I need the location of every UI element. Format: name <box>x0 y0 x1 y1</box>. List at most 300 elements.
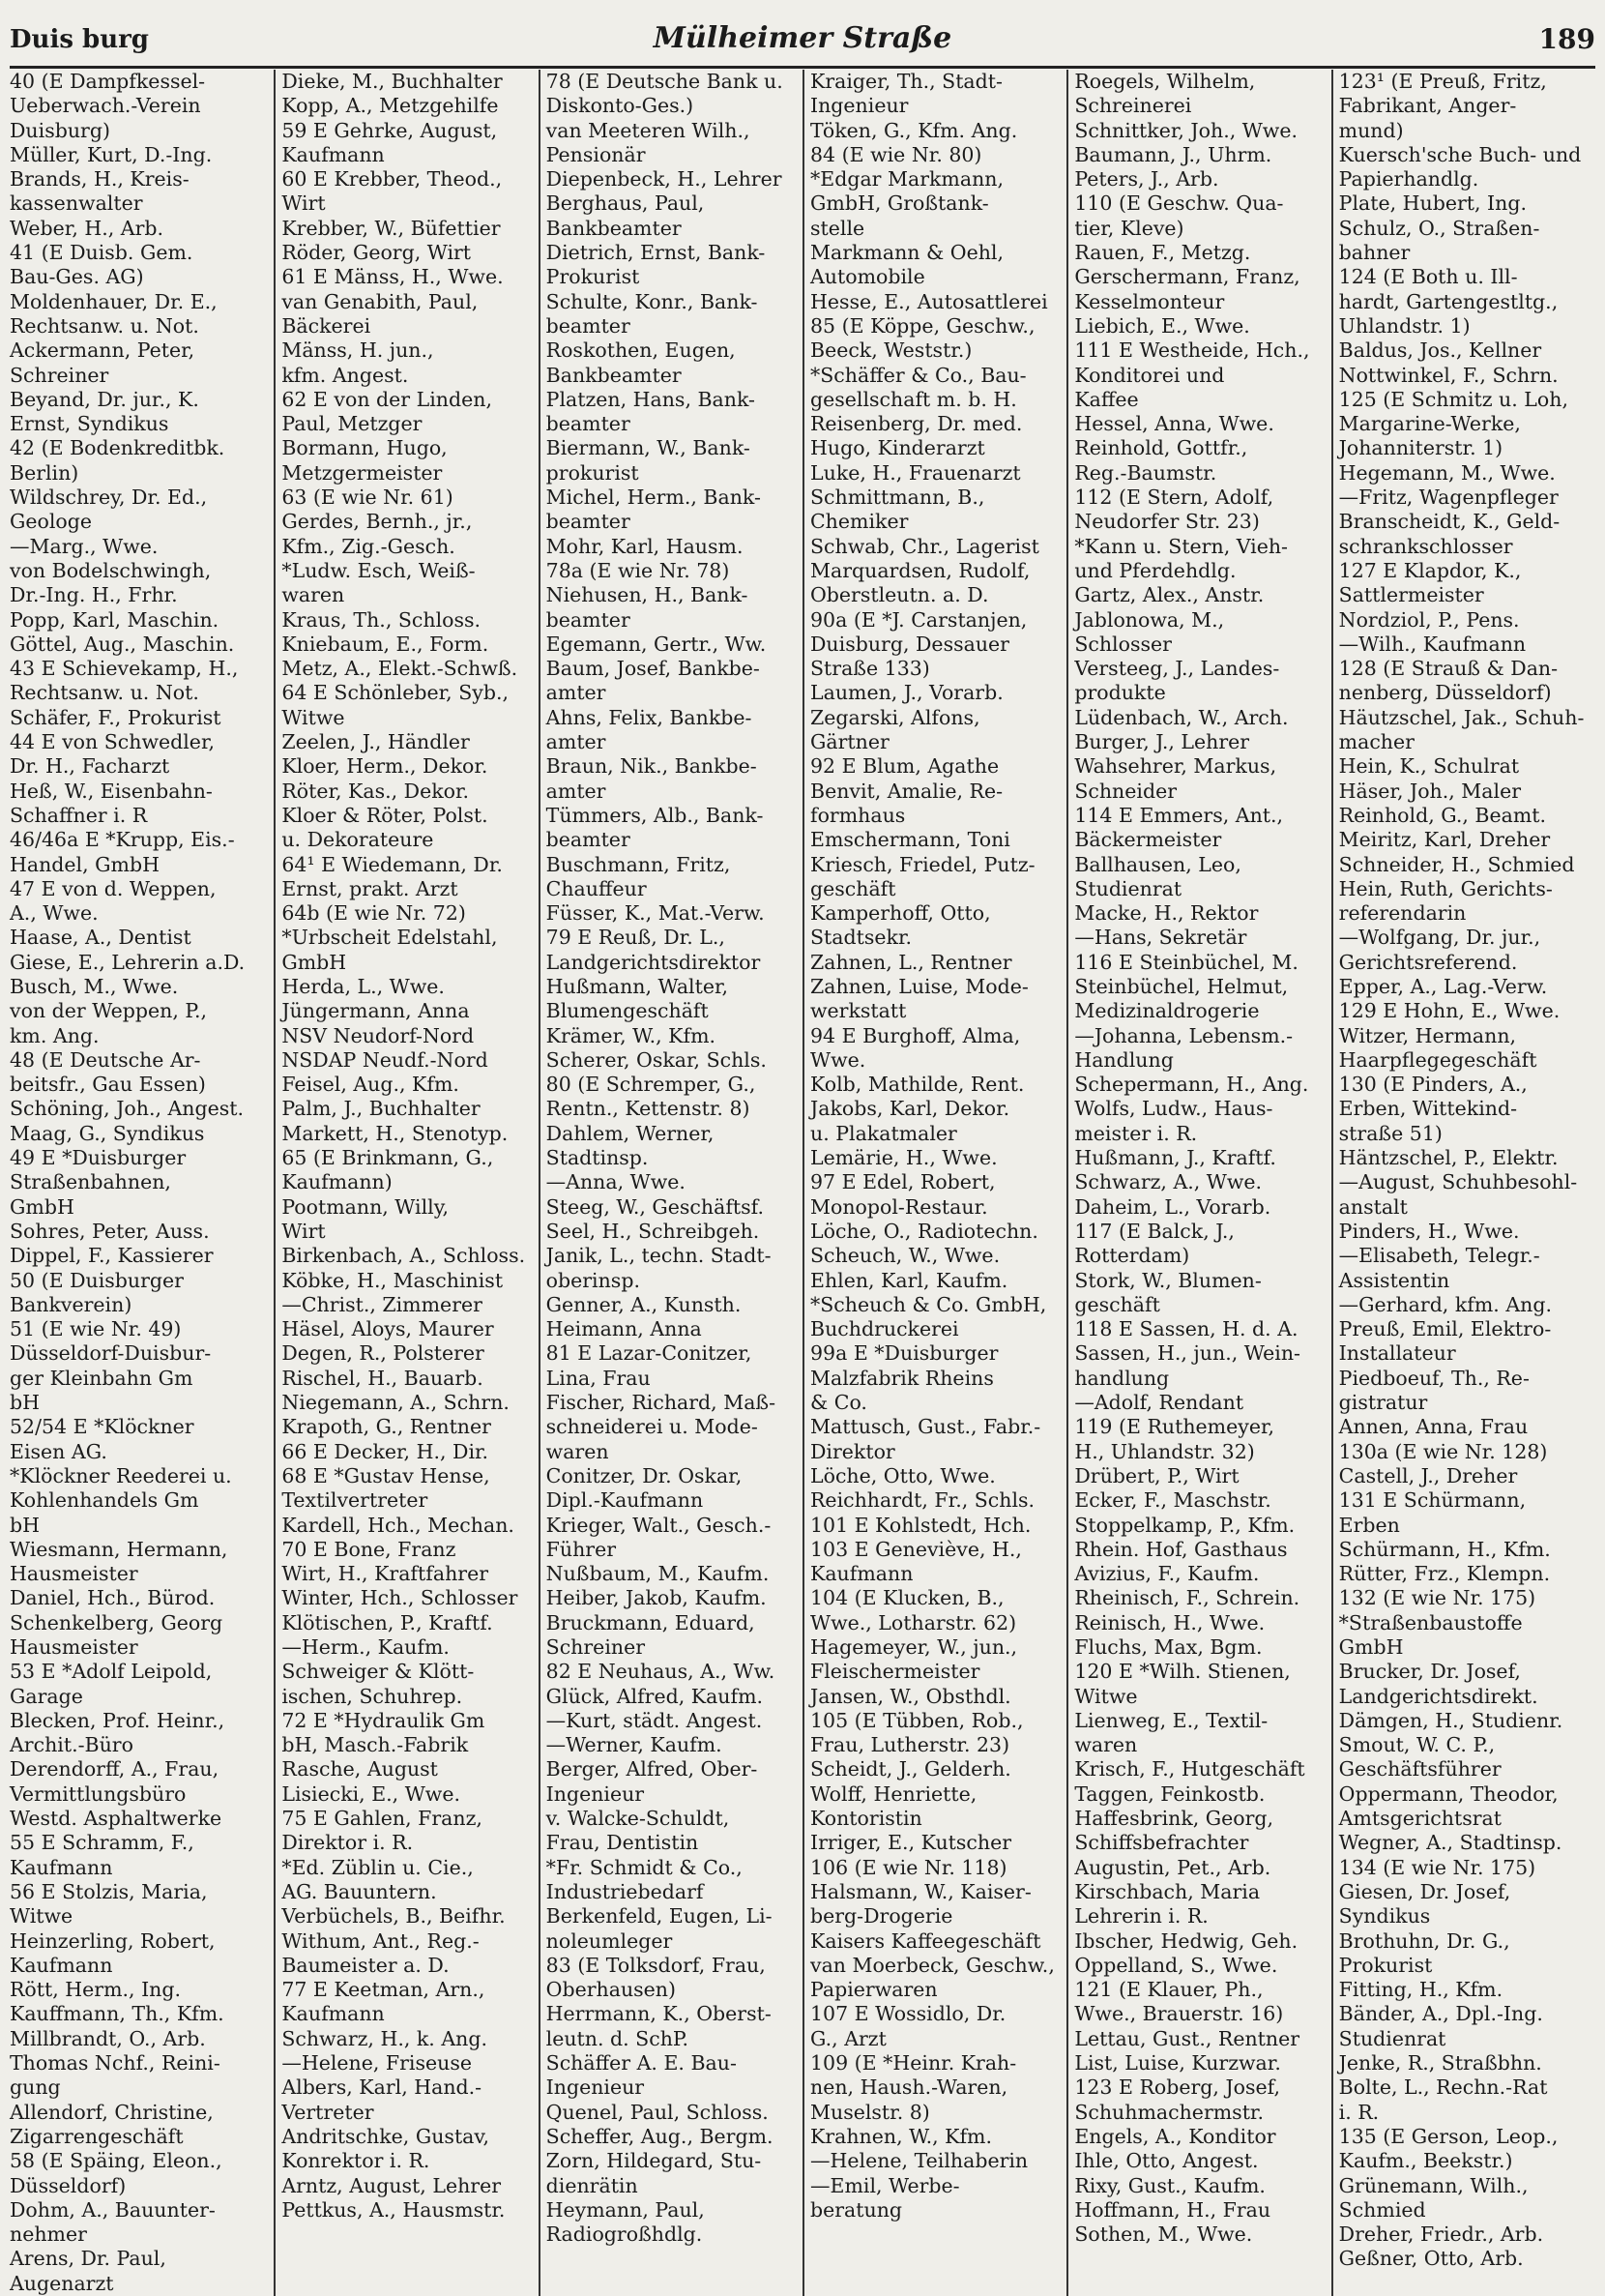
directory-entry-line: Zeelen, J., Händler <box>281 730 470 754</box>
directory-entry-line: bH <box>10 1391 41 1415</box>
directory-entry-line: Herda, L., Wwe. <box>281 974 445 998</box>
directory-entry-line: Krapoth, G., Rentner <box>281 1415 491 1439</box>
directory-entry-line: Haase, A., Dentist <box>10 926 191 950</box>
directory-entry-line: H., Uhlandstr. 32) <box>1074 1439 1255 1463</box>
directory-entry-line: *Scheuch & Co. GmbH, <box>810 1292 1047 1316</box>
directory-entry-line: Fluchs, Max, Bgm. <box>1074 1635 1263 1659</box>
directory-entry-line: Kopp, A., Metzgehilfe <box>281 94 499 118</box>
directory-entry-line: bahner <box>1338 241 1411 265</box>
directory-entry-line: Dippel, F., Kassierer <box>10 1244 214 1268</box>
directory-entry-line: Benvit, Amalie, Re- <box>810 779 1004 803</box>
directory-entry-line: NSDAP Neudf.-Nord <box>281 1047 488 1072</box>
directory-entry-line: Kraiger, Th., Stadt- <box>810 70 1003 93</box>
directory-entry-line: van Meeteren Wilh., <box>545 118 750 142</box>
directory-entry-line: Führer <box>545 1537 617 1561</box>
directory-entry-line: 42 (E Bodenkreditbk. <box>10 436 225 460</box>
directory-entry-line: Piedboeuf, Th., Re- <box>1338 1366 1530 1390</box>
directory-entry-line: 123 E Roberg, Josef, <box>1074 2075 1281 2100</box>
directory-entry-line: 123¹ (E Preuß, Fritz, <box>1338 70 1547 93</box>
directory-entry-line: Lüdenbach, W., Arch. <box>1074 705 1289 729</box>
directory-entry-line: Fitting, H., Kfm. <box>1338 1978 1503 2002</box>
directory-entry-line: Kloer, Herm., Dekor. <box>281 754 488 779</box>
directory-entry-line: Assistentin <box>1338 1268 1450 1292</box>
directory-entry-line: Stadtinsp. <box>545 1146 649 1170</box>
directory-entry-line: Hegemann, M., Wwe. <box>1338 460 1556 485</box>
directory-entry-line: Weber, H., Arb. <box>10 216 164 240</box>
directory-entry-line: Schöning, Joh., Angest. <box>10 1097 245 1121</box>
directory-entry-line: Wwe., Brauerstr. 16) <box>1074 2002 1284 2026</box>
directory-entry-line: Automobile <box>810 265 925 289</box>
directory-entry-line: Papierhandlg. <box>1338 167 1479 191</box>
directory-entry-line: Zorn, Hildegard, Stu- <box>545 2149 762 2173</box>
directory-entry-line: Witwe <box>10 1904 73 1928</box>
directory-entry-line: GmbH, Großtank- <box>810 191 989 216</box>
directory-entry-line: 62 E von der Linden, <box>281 387 492 411</box>
directory-entry-line: Kaufmann <box>281 2002 385 2026</box>
directory-entry-line: Kriesch, Friedel, Putz- <box>810 852 1036 876</box>
directory-entry-line: meister i. R. <box>1074 1121 1198 1145</box>
directory-entry-line: 47 E von d. Weppen, <box>10 876 217 900</box>
directory-entry-line: Millbrandt, O., Arb. <box>10 2026 206 2050</box>
directory-entry-line: G., Arzt <box>810 2026 887 2050</box>
directory-entry-line: Direktor i. R. <box>281 1831 414 1855</box>
directory-entry-line: Lettau, Gust., Rentner <box>1074 2026 1300 2050</box>
directory-entry-line: Kaisers Kaffeegeschäft <box>810 1928 1041 1953</box>
directory-entry-line: Füsser, K., Mat.-Verw. <box>545 901 765 926</box>
directory-entry-line: beratung <box>810 2197 903 2222</box>
directory-entry-line: Gärtner <box>810 730 890 754</box>
directory-entry-line: Schuhmachermstr. <box>1074 2100 1264 2124</box>
directory-entry-line: 63 (E wie Nr. 61) <box>281 486 453 510</box>
directory-entry-line: Wolff, Henriette, <box>810 1781 978 1806</box>
directory-entry-line: Prokurist <box>545 265 640 289</box>
directory-entry-line: Brothuhn, Dr. G., <box>1338 1928 1510 1953</box>
directory-entry-line: Heymann, Paul, <box>545 2197 705 2222</box>
directory-entry-line: Konditorei und <box>1074 363 1225 387</box>
directory-entry-line: Steinbüchel, Helmut, <box>1074 974 1289 998</box>
directory-entry-line: Grünemann, Wilh., <box>1338 2173 1529 2197</box>
directory-entry-line: Hein, K., Schulrat <box>1338 754 1520 779</box>
directory-entry-line: Meiritz, Karl, Dreher <box>1338 828 1551 852</box>
directory-entry-line: ger Kleinbahn Gm <box>10 1366 193 1390</box>
directory-entry-line: Blumengeschäft <box>545 999 709 1023</box>
directory-entry-line: 79 E Reuß, Dr. L., <box>545 926 725 950</box>
directory-entry-line: Ahns, Felix, Bankbe- <box>545 705 752 729</box>
directory-entry-line: Ernst, prakt. Arzt <box>281 876 458 900</box>
directory-entry-line: Hausmeister <box>10 1562 138 1586</box>
directory-entry-line: AG. Bauuntern. <box>281 1879 437 1903</box>
directory-entry-line: Bäckermeister <box>1074 828 1222 852</box>
directory-entry-line: —Adolf, Rendant <box>1074 1391 1244 1415</box>
directory-entry-line: Ingenieur <box>545 1781 645 1806</box>
directory-entry-line: 119 (E Ruthemeyer, <box>1074 1415 1275 1439</box>
directory-entry-line: Fabrikant, Anger- <box>1338 94 1517 118</box>
directory-entry-line: Handlung <box>1074 1047 1174 1072</box>
directory-entry-line: Kirschbach, Maria <box>1074 1879 1261 1903</box>
directory-entry-line: Quenel, Paul, Schloss. <box>545 2100 769 2124</box>
directory-entry-line: Oppermann, Theodor, <box>1338 1781 1559 1806</box>
directory-entry-line: Engels, A., Konditor <box>1074 2124 1276 2148</box>
directory-entry-line: 82 E Neuhaus, A., Ww. <box>545 1660 775 1684</box>
directory-entry-line: 48 (E Deutsche Ar- <box>10 1047 201 1072</box>
directory-entry-line: Hessel, Anna, Wwe. <box>1074 412 1274 436</box>
directory-entry-line: 104 (E Klucken, B., <box>810 1586 1005 1610</box>
directory-entry-line: —Fritz, Wagenpfleger <box>1338 486 1559 510</box>
directory-entry-line: Birkenbach, A., Schloss. <box>281 1244 526 1268</box>
directory-entry-line: Metz, A., Elekt.-Schwß. <box>281 657 518 681</box>
directory-entry-line: Schepermann, H., Ang. <box>1074 1073 1309 1097</box>
directory-entry-line: 43 E Schievekamp, H., <box>10 657 239 681</box>
directory-entry-line: Wildschrey, Dr. Ed., <box>10 486 208 510</box>
directory-entry-line: Schiffsbefrachter <box>1074 1831 1249 1855</box>
directory-entry-line: 131 E Schürmann, <box>1338 1488 1527 1513</box>
directory-entry-line: Giesen, Dr. Josef, <box>1338 1879 1511 1903</box>
directory-entry-line: Bankbeamter <box>545 216 682 240</box>
directory-entry-line: Nottwinkel, F., Schrn. <box>1338 363 1559 387</box>
directory-entry-line: noleumleger <box>545 1928 673 1953</box>
directory-entry-line: 68 E *Gustav Hense, <box>281 1463 490 1487</box>
directory-entry-line: Geologe <box>10 510 93 534</box>
directory-entry-line: werkstatt <box>810 999 907 1023</box>
directory-entry-line: berg-Drogerie <box>810 1904 953 1928</box>
directory-entry-line: Krahnen, W., Kfm. <box>810 2124 993 2148</box>
directory-entry-line: Ackermann, Peter, <box>10 339 195 363</box>
directory-entry-line: Bolte, L., Rechn.-Rat <box>1338 2075 1548 2100</box>
directory-entry-line: —Elisabeth, Telegr.- <box>1338 1244 1540 1268</box>
directory-entry-line: waren <box>281 583 345 607</box>
directory-entry-line: 58 (E Späing, Eleon., <box>10 2149 222 2173</box>
directory-entry-line: Kaufmann) <box>281 1170 393 1194</box>
directory-entry-line: Ernst, Syndikus <box>10 412 169 436</box>
directory-entry-line: Kniebaum, E., Form. <box>281 632 489 656</box>
directory-entry-line: 83 (E Tolksdorf, Frau, <box>545 1953 766 1977</box>
directory-entry-line: Dr. H., Facharzt <box>10 754 170 779</box>
directory-entry-line: Zegarski, Alfons, <box>810 705 980 729</box>
directory-entry-line: Bankverein) <box>10 1292 132 1316</box>
directory-entry-line: Hausmeister <box>10 1635 138 1659</box>
directory-entry-line: —Christ., Zimmerer <box>281 1292 482 1316</box>
directory-entry-line: Heimann, Anna <box>545 1317 702 1341</box>
directory-entry-line: 117 (E Balck, J., <box>1074 1219 1235 1243</box>
directory-entry-line: Andritschke, Gustav, <box>281 2124 490 2148</box>
directory-entry-line: Kohlenhandels Gm <box>10 1488 199 1513</box>
directory-entry-line: Schneider, H., Schmied <box>1338 852 1575 876</box>
directory-entry-line: Lina, Frau <box>545 1366 651 1390</box>
directory-entry-line: Rotterdam) <box>1074 1244 1190 1268</box>
directory-entry-line: 112 (E Stern, Adolf, <box>1074 486 1274 510</box>
directory-entry-line: Diepenbeck, H., Lehrer <box>545 167 782 191</box>
directory-entry-line: Oppelland, S., Wwe. <box>1074 1953 1278 1977</box>
directory-entry-line: 61 E Mänss, H., Wwe. <box>281 265 504 289</box>
directory-entry-line: Ibscher, Hedwig, Geh. <box>1074 1928 1299 1953</box>
directory-entry-line: beamter <box>545 313 630 338</box>
directory-entry-line: hardt, Gartengestltg., <box>1338 289 1559 313</box>
directory-entry-line: Castell, J., Dreher <box>1338 1463 1518 1487</box>
directory-entry-line: Schwarz, A., Wwe. <box>1074 1170 1263 1194</box>
directory-entry-line: dienrätin <box>545 2173 638 2197</box>
directory-entry-line: Schreinerei <box>1074 94 1192 118</box>
directory-entry-line: Metzgermeister <box>281 460 443 485</box>
directory-entry-line: Wirt, H., Kraftfahrer <box>281 1562 488 1586</box>
directory-entry-line: Epper, A., Lag.-Verw. <box>1338 974 1548 998</box>
directory-entry-line: Augenarzt <box>10 2271 114 2295</box>
directory-entry-line: 94 E Burghoff, Alma, <box>810 1023 1021 1047</box>
directory-entry-line: 114 E Emmers, Ant., <box>1074 803 1284 827</box>
directory-entry-line: 107 E Wossidlo, Dr. <box>810 2002 1007 2026</box>
page-number: 189 <box>1538 23 1595 55</box>
directory-entry-line: straße 51) <box>1338 1121 1443 1145</box>
directory-entry-line: Fischer, Richard, Maß- <box>545 1391 776 1415</box>
directory-entry-line: 130a (E wie Nr. 128) <box>1338 1439 1548 1463</box>
directory-entry-line: Dreher, Friedr., Arb. <box>1338 2222 1544 2247</box>
directory-entry-line: Gerichtsreferend. <box>1338 950 1518 974</box>
directory-entry-line: Göttel, Aug., Maschin. <box>10 632 235 656</box>
directory-entry-line: 64b (E wie Nr. 72) <box>281 901 466 926</box>
directory-entry-line: Kolb, Mathilde, Rent. <box>810 1073 1025 1097</box>
directory-entry-line: Moldenhauer, Dr. E., <box>10 289 218 313</box>
directory-columns <box>10 70 1595 2295</box>
directory-entry-line: Bänder, A., Dpl.-Ing. <box>1338 2002 1543 2026</box>
directory-entry-line: Kraus, Th., Schloss. <box>281 607 482 632</box>
directory-entry-line: Smout, W. C. P., <box>1338 1733 1496 1757</box>
directory-entry-line: Heinzerling, Robert, <box>10 1928 216 1953</box>
directory-entry-line: Dipl.-Kaufmann <box>545 1488 704 1513</box>
directory-entry-line: Haarpflegegeschäft <box>1338 1047 1537 1072</box>
directory-entry-line: Schweiger & Klött- <box>281 1660 475 1684</box>
directory-entry-line: Rött, Herm., Ing. <box>10 1978 182 2002</box>
directory-entry-line: Wegner, A., Stadtinsp. <box>1338 1831 1562 1855</box>
directory-entry-line: Direktor <box>810 1439 895 1463</box>
directory-entry-line: Jüngermann, Anna <box>281 999 470 1023</box>
directory-entry-line: 60 E Krebber, Theod., <box>281 167 503 191</box>
directory-entry-line: Pettkus, A., Hausmstr. <box>281 2197 506 2222</box>
directory-entry-line: u. Plakatmaler <box>810 1121 957 1145</box>
directory-entry-line: Verbüchels, B., Beifhr. <box>281 1904 506 1928</box>
directory-entry-line: 135 (E Gerson, Leop., <box>1338 2124 1559 2148</box>
directory-entry-line: 80 (E Schremper, G., <box>545 1073 756 1097</box>
directory-entry-line: Rixy, Gust., Kaufm. <box>1074 2173 1266 2197</box>
directory-entry-line: Nordziol, P., Pens. <box>1338 607 1520 632</box>
directory-entry-line: Chemiker <box>810 510 909 534</box>
directory-entry-line: 77 E Keetman, Arn., <box>281 1978 485 2002</box>
directory-entry-line: Steeg, W., Geschäftsf. <box>545 1194 765 1219</box>
directory-entry-line: Witzer, Hermann, <box>1338 1023 1517 1047</box>
directory-entry-line: Roegels, Wilhelm, <box>1074 70 1256 93</box>
directory-entry-line: v. Walcke-Schuldt, <box>545 1807 730 1831</box>
directory-entry-line: gistratur <box>1338 1391 1428 1415</box>
directory-entry-line: produkte <box>1074 681 1166 705</box>
directory-entry-line: Töken, G., Kfm. Ang. <box>810 118 1018 142</box>
directory-entry-line: Hein, Ruth, Gerichts- <box>1338 876 1553 900</box>
directory-entry-line: Schenkelberg, Georg <box>10 1610 223 1634</box>
directory-entry-line: Heiber, Jakob, Kaufm. <box>545 1586 767 1610</box>
directory-entry-line: Niehusen, H., Bank- <box>545 583 748 607</box>
directory-entry-line: —Kurt, städt. Angest. <box>545 1708 763 1732</box>
directory-entry-line: geschäft <box>810 876 896 900</box>
directory-entry-line: Kauffmann, Th., Kfm. <box>10 2002 224 2026</box>
directory-entry-line: —Wilh., Kaufmann <box>1338 632 1527 656</box>
directory-entry-line: Dietrich, Ernst, Bank- <box>545 241 766 265</box>
directory-entry-line: Wirt <box>281 191 326 216</box>
directory-entry-line: 101 E Kohlstedt, Hch. <box>810 1513 1032 1537</box>
directory-entry-line: Löche, Otto, Wwe. <box>810 1463 996 1487</box>
directory-entry-line: Ecker, F., Maschstr. <box>1074 1488 1271 1513</box>
directory-entry-line: Radiogroßhdlg. <box>545 2222 703 2247</box>
directory-entry-line: stelle <box>810 216 865 240</box>
directory-column-1 <box>10 70 274 2296</box>
directory-entry-line: Scheffer, Aug., Bergm. <box>545 2124 773 2148</box>
directory-entry-line: Janik, L., techn. Stadt- <box>545 1244 772 1268</box>
directory-entry-line: Versteeg, J., Landes- <box>1074 657 1280 681</box>
directory-entry-line: Johanniterstr. 1) <box>1338 436 1503 460</box>
directory-entry-line: Ballhausen, Leo, <box>1074 852 1241 876</box>
directory-entry-line: Gartz, Alex., Anstr. <box>1074 583 1265 607</box>
directory-entry-line: Schmittmann, B., <box>810 486 985 510</box>
directory-column-3 <box>539 70 802 2296</box>
directory-entry-line: *Edgar Markmann, <box>810 167 1005 191</box>
directory-entry-line: Rhein. Hof, Gasthaus <box>1074 1537 1288 1561</box>
directory-entry-line: —Hans, Sekretär <box>1074 926 1247 950</box>
directory-entry-line: Handel, GmbH <box>10 852 160 876</box>
directory-entry-line: ischen, Schuhrep. <box>281 1684 463 1708</box>
directory-entry-line: Schaffner i. R <box>10 803 148 827</box>
directory-entry-line: *Ed. Züblin u. Cie., <box>281 1855 474 1879</box>
directory-entry-line: Oberhausen) <box>545 1978 676 2002</box>
directory-entry-line: Wahsehrer, Markus, <box>1074 754 1277 779</box>
directory-entry-line: 130 (E Pinders, A., <box>1338 1073 1528 1097</box>
directory-entry-line: Schreiner <box>545 1635 646 1659</box>
directory-entry-line: 99a E *Duisburger <box>810 1341 999 1366</box>
directory-entry-line: Schürmann, H., Kfm. <box>1338 1537 1551 1561</box>
directory-entry-line: Medizinaldrogerie <box>1074 999 1260 1023</box>
directory-entry-line: 64 E Schönleber, Syb., <box>281 681 509 705</box>
directory-entry-line: 65 (E Brinkmann, G., <box>281 1146 494 1170</box>
directory-entry-line: Egemann, Gertr., Ww. <box>545 632 767 656</box>
directory-entry-line: Lehrerin i. R. <box>1074 1904 1209 1928</box>
directory-entry-line: Krämer, W., Kfm. <box>545 1023 716 1047</box>
directory-entry-line: 134 (E wie Nr. 175) <box>1338 1855 1536 1879</box>
directory-entry-line: Thomas Nchf., Reini- <box>10 2051 220 2075</box>
directory-entry-line: Rheinisch, F., Schrein. <box>1074 1586 1300 1610</box>
directory-entry-line: Landgerichtsdirekt. <box>1338 1684 1538 1708</box>
directory-entry-line: —Emil, Werbe- <box>810 2173 960 2197</box>
directory-entry-line: Schmied <box>1338 2197 1426 2222</box>
directory-entry-line: Schlosser <box>1074 632 1172 656</box>
directory-entry-line: Erben, Wittekind- <box>1338 1097 1518 1121</box>
directory-entry-line: Straße 133) <box>810 657 930 681</box>
directory-entry-line: 64¹ E Wiedemann, Dr. <box>281 852 503 876</box>
directory-entry-line: Margarine-Werke, <box>1338 412 1521 436</box>
directory-entry-line: 129 E Hohn, E., Wwe. <box>1338 999 1561 1023</box>
directory-entry-line: Reinhold, G., Beamt. <box>1338 803 1547 827</box>
directory-entry-line: Busch, M., Wwe. <box>10 974 179 998</box>
directory-entry-line: Häntzschel, P., Elektr. <box>1338 1146 1559 1170</box>
directory-entry-line: —Marg., Wwe. <box>10 534 159 558</box>
directory-entry-line: Degen, R., Polsterer <box>281 1341 484 1366</box>
directory-entry-line: Straßenbahnen, <box>10 1170 171 1194</box>
directory-entry-line: prokurist <box>545 460 639 485</box>
directory-entry-line: Sattlermeister <box>1338 583 1484 607</box>
directory-entry-line: 103 E Geneviève, H., <box>810 1537 1022 1561</box>
directory-entry-line: Arntz, August, Lehrer <box>281 2173 502 2197</box>
directory-entry-line: Vertreter <box>281 2100 374 2124</box>
directory-entry-line: —August, Schuhbesohl- <box>1338 1170 1578 1194</box>
directory-entry-line: Berlin) <box>10 460 79 485</box>
directory-entry-line: 44 E von Schwedler, <box>10 730 216 754</box>
directory-entry-line: Herrmann, K., Oberst- <box>545 2002 772 2026</box>
directory-entry-line: Industriebedarf <box>545 1879 704 1903</box>
directory-entry-line: Papierwaren <box>810 1978 938 2002</box>
page-header <box>10 17 1595 69</box>
directory-entry-line: Witwe <box>281 705 345 729</box>
directory-entry-line: Preuß, Emil, Elektro- <box>1338 1317 1552 1341</box>
directory-entry-line: Konrektor i. R. <box>281 2149 430 2173</box>
directory-entry-line: Garage <box>10 1684 83 1708</box>
directory-entry-line: 41 (E Duisb. Gem. <box>10 241 193 265</box>
directory-entry-line: amter <box>545 730 606 754</box>
directory-entry-line: Mänss, H. jun., <box>281 339 434 363</box>
directory-entry-line: List, Luise, Kurzwar. <box>1074 2051 1281 2075</box>
directory-entry-line: Kaffee <box>1074 387 1139 411</box>
directory-entry-line: GmbH <box>281 950 347 974</box>
directory-entry-line: Sohres, Peter, Auss. <box>10 1219 210 1243</box>
directory-entry-line: Düsseldorf) <box>10 2173 127 2197</box>
directory-entry-line: Brands, H., Kreis- <box>10 167 190 191</box>
directory-entry-line: Wwe. <box>810 1047 866 1072</box>
directory-entry-line: Berghaus, Paul, <box>545 191 705 216</box>
directory-entry-line: Eisen AG. <box>10 1439 107 1463</box>
directory-entry-line: Platzen, Hans, Bank- <box>545 387 755 411</box>
directory-entry-line: formhaus <box>810 803 906 827</box>
directory-entry-line: 121 (E Klauer, Ph., <box>1074 1978 1264 2002</box>
directory-entry-line: Schulz, O., Straßen- <box>1338 216 1540 240</box>
directory-entry-line: km. Ang. <box>10 1023 100 1047</box>
directory-entry-line: 127 E Klapdor, K., <box>1338 558 1522 582</box>
directory-entry-line: Dieke, M., Buchhalter <box>281 70 503 93</box>
directory-entry-line: beamter <box>545 828 630 852</box>
directory-entry-line: Buchdruckerei <box>810 1317 959 1341</box>
directory-entry-line: Krisch, F., Hutgeschäft <box>1074 1757 1305 1781</box>
directory-entry-line: mund) <box>1338 118 1404 142</box>
directory-entry-line: Dämgen, H., Studienr. <box>1338 1708 1563 1732</box>
directory-entry-line: Jenke, R., Straßbhn. <box>1338 2051 1542 2075</box>
directory-entry-line: waren <box>545 1439 609 1463</box>
directory-entry-line: Kaufmann <box>810 1562 914 1586</box>
directory-entry-line: Kaufmann <box>10 1855 113 1879</box>
directory-entry-line: 125 (E Schmitz u. Loh, <box>1338 387 1568 411</box>
directory-entry-line: bH, Masch.-Fabrik <box>281 1733 469 1757</box>
directory-entry-line: Chauffeur <box>545 876 647 900</box>
directory-entry-line: Taggen, Feinkostb. <box>1074 1781 1266 1806</box>
directory-entry-line: Brucker, Dr. Josef, <box>1338 1660 1521 1684</box>
directory-entry-line: Geßner, Otto, Arb. <box>1338 2247 1524 2271</box>
directory-entry-line: Geschäftsführer <box>1338 1757 1502 1781</box>
directory-entry-line: Kuersch'sche Buch- und <box>1338 142 1582 166</box>
directory-entry-line: 84 (E wie Nr. 80) <box>810 142 982 166</box>
directory-entry-line: Krebber, W., Büfettier <box>281 216 501 240</box>
directory-entry-line: Scheuch, W., Wwe. <box>810 1244 1001 1268</box>
directory-entry-line: Allendorf, Christine, <box>10 2100 214 2124</box>
directory-entry-line: Schwab, Chr., Lagerist <box>810 534 1039 558</box>
directory-entry-line: 81 E Lazar-Conitzer, <box>545 1341 752 1366</box>
directory-entry-line: 50 (E Duisburger <box>10 1268 184 1292</box>
directory-entry-line: Jablonowa, M., <box>1074 607 1225 632</box>
directory-entry-line: kfm. Angest. <box>281 363 409 387</box>
directory-entry-line: Westd. Asphaltwerke <box>10 1807 222 1831</box>
directory-entry-line: 90a (E *J. Carstanjen, <box>810 607 1028 632</box>
directory-entry-line: —Herm., Kaufm. <box>281 1635 450 1659</box>
directory-entry-line: Rechtsanw. u. Not. <box>10 681 199 705</box>
